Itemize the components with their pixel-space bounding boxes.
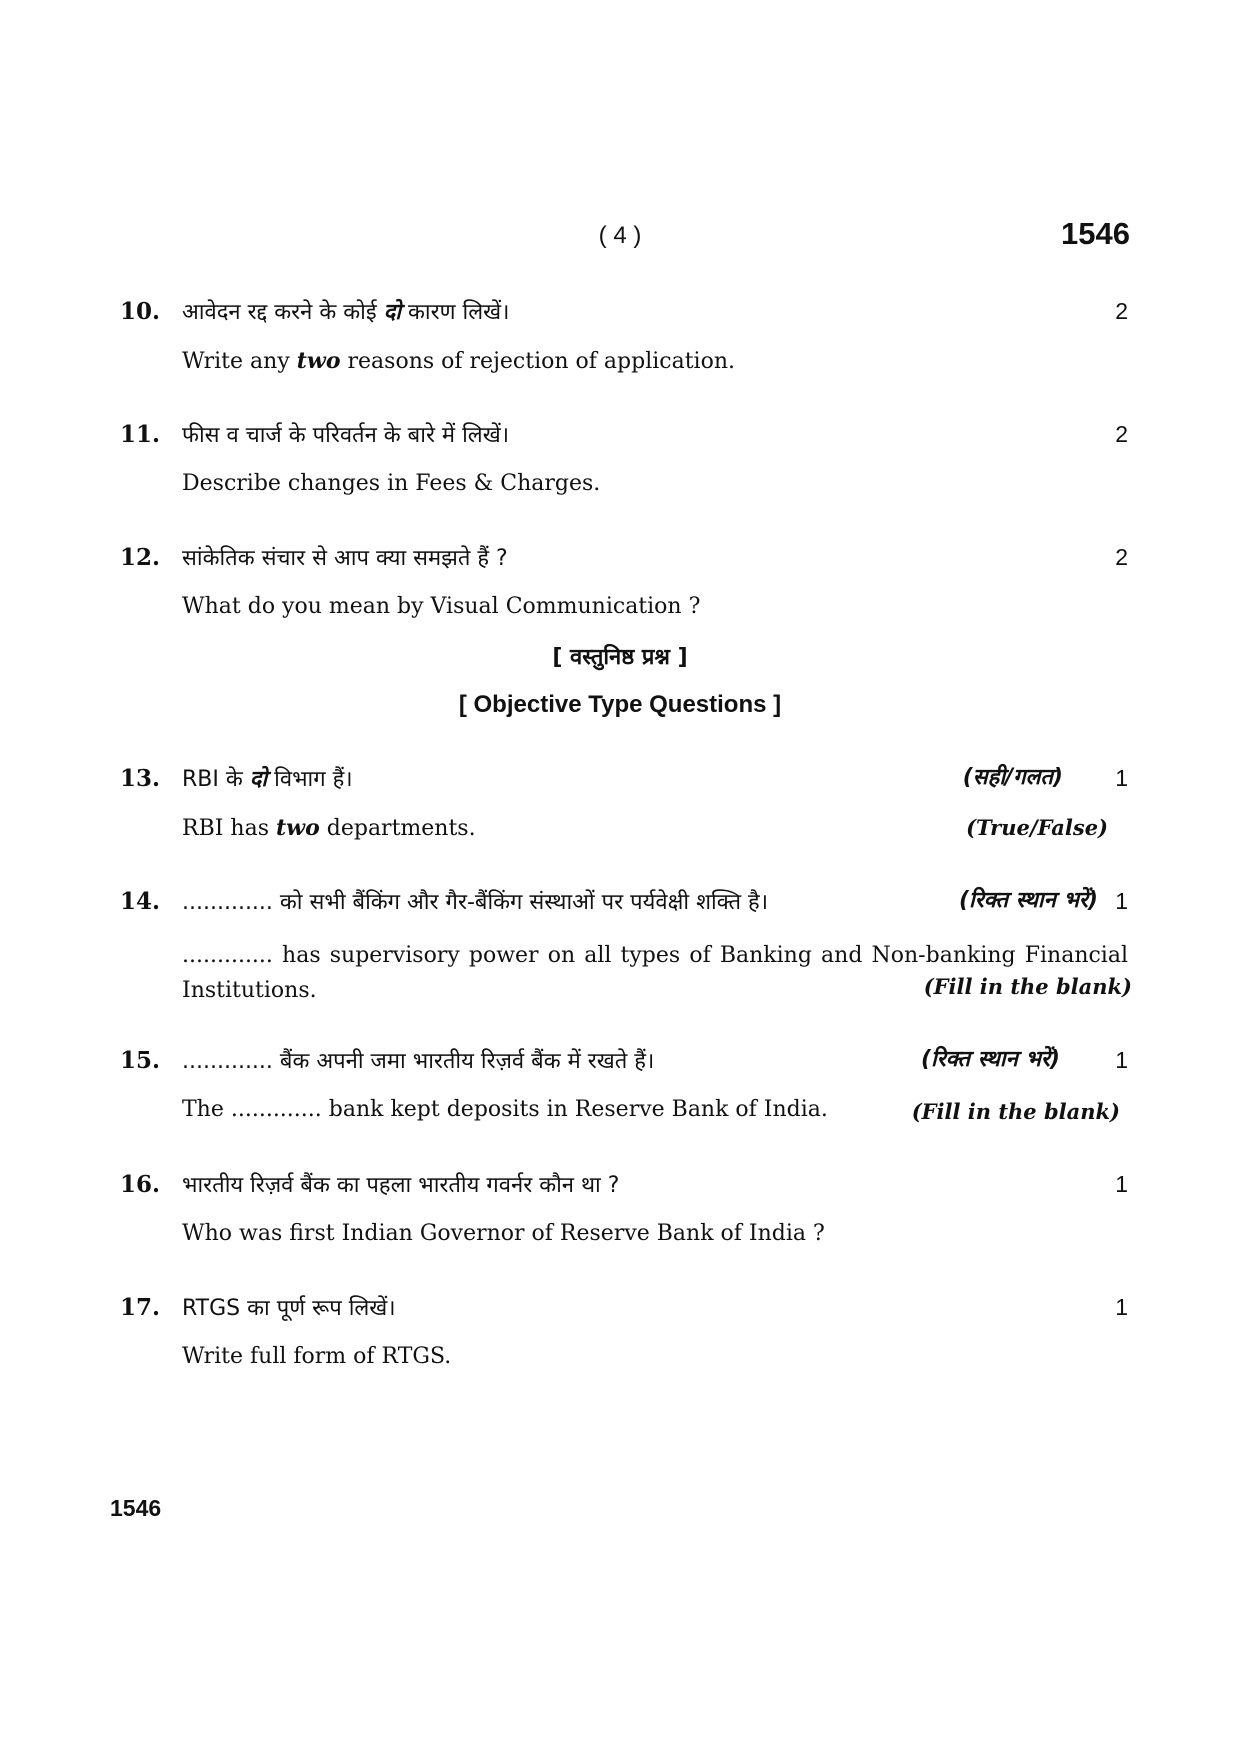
question-number: 13. — [120, 765, 161, 792]
question-text-hindi: RBI के दो विभाग हैं। — [182, 767, 353, 792]
question-number: 17. — [120, 1294, 161, 1321]
question-text-english: Who was first Indian Governor of Reserve Bank of India ? — [182, 1221, 825, 1246]
question-number: 11. — [120, 421, 161, 448]
answer-type-english: (True/False) — [966, 815, 1108, 840]
answer-type-english: (Fill in the blank) — [911, 1099, 1120, 1124]
marks: 1 — [1115, 1047, 1128, 1073]
question-number: 12. — [120, 544, 161, 571]
question-text-english: ............. has supervisory power on all types of Banking and Non-banking Financial Institutions. — [182, 943, 1128, 1003]
marks: 2 — [1115, 421, 1128, 447]
paper-code-header: 1546 — [1061, 216, 1130, 251]
marks: 1 — [1115, 1171, 1128, 1197]
question-text-english: Describe changes in Fees & Charges. — [182, 471, 601, 496]
question-text-hindi: आवेदन रद्द करने के कोई दो कारण लिखें। — [182, 300, 510, 325]
section-heading-english: [ Objective Type Questions ] — [458, 691, 782, 718]
question-text-english: The ............. bank kept deposits in Reserve Bank of India. — [182, 1097, 828, 1122]
paper-code-footer: 1546 — [110, 1495, 162, 1521]
question-number: 10. — [120, 298, 161, 325]
marks: 2 — [1115, 298, 1128, 324]
question-number: 15. — [120, 1047, 161, 1074]
question-text-hindi: ............. को सभी बैंकिंग और गैर-बैंकिंग संस्थाओं पर पर्यवेक्षी शक्ति है। — [182, 890, 769, 915]
answer-type-hindi: (रिक्त स्थान भरें) — [958, 888, 1098, 913]
question-number: 14. — [120, 888, 161, 915]
answer-type-english: (Fill in the blank) — [923, 974, 1132, 999]
page-number: ( 4 ) — [598, 222, 642, 249]
answer-type-hindi: (सही/गलत) — [962, 765, 1063, 790]
question-number: 16. — [120, 1171, 161, 1198]
question-text-english: What do you mean by Visual Communication ? — [182, 594, 701, 619]
marks: 1 — [1115, 765, 1128, 791]
question-text-english: RBI has two departments. — [182, 815, 476, 841]
question-text-hindi: RTGS का पूर्ण रूप लिखें। — [182, 1296, 396, 1321]
marks: 2 — [1115, 544, 1128, 570]
marks: 1 — [1115, 1294, 1128, 1320]
answer-type-hindi: (रिक्त स्थान भरें) — [920, 1047, 1060, 1072]
question-text-english: Write any two reasons of rejection of application. — [182, 348, 735, 374]
marks: 1 — [1115, 888, 1128, 914]
question-text-english: Write full form of RTGS. — [182, 1344, 452, 1369]
question-text-hindi: सांकेतिक संचार से आप क्या समझते हैं ? — [182, 546, 508, 571]
question-text-hindi: फीस व चार्ज के परिवर्तन के बारे में लिखें। — [182, 423, 510, 448]
question-text-hindi: ............. बैंक अपनी जमा भारतीय रिज़र्व बैंक में रखते हैं। — [182, 1049, 655, 1074]
section-heading-hindi: [ वस्तुनिष्ठ प्रश्न ] — [552, 645, 688, 670]
question-text-hindi: भारतीय रिज़र्व बैंक का पहला भारतीय गवर्नर कौन था ? — [182, 1173, 620, 1198]
